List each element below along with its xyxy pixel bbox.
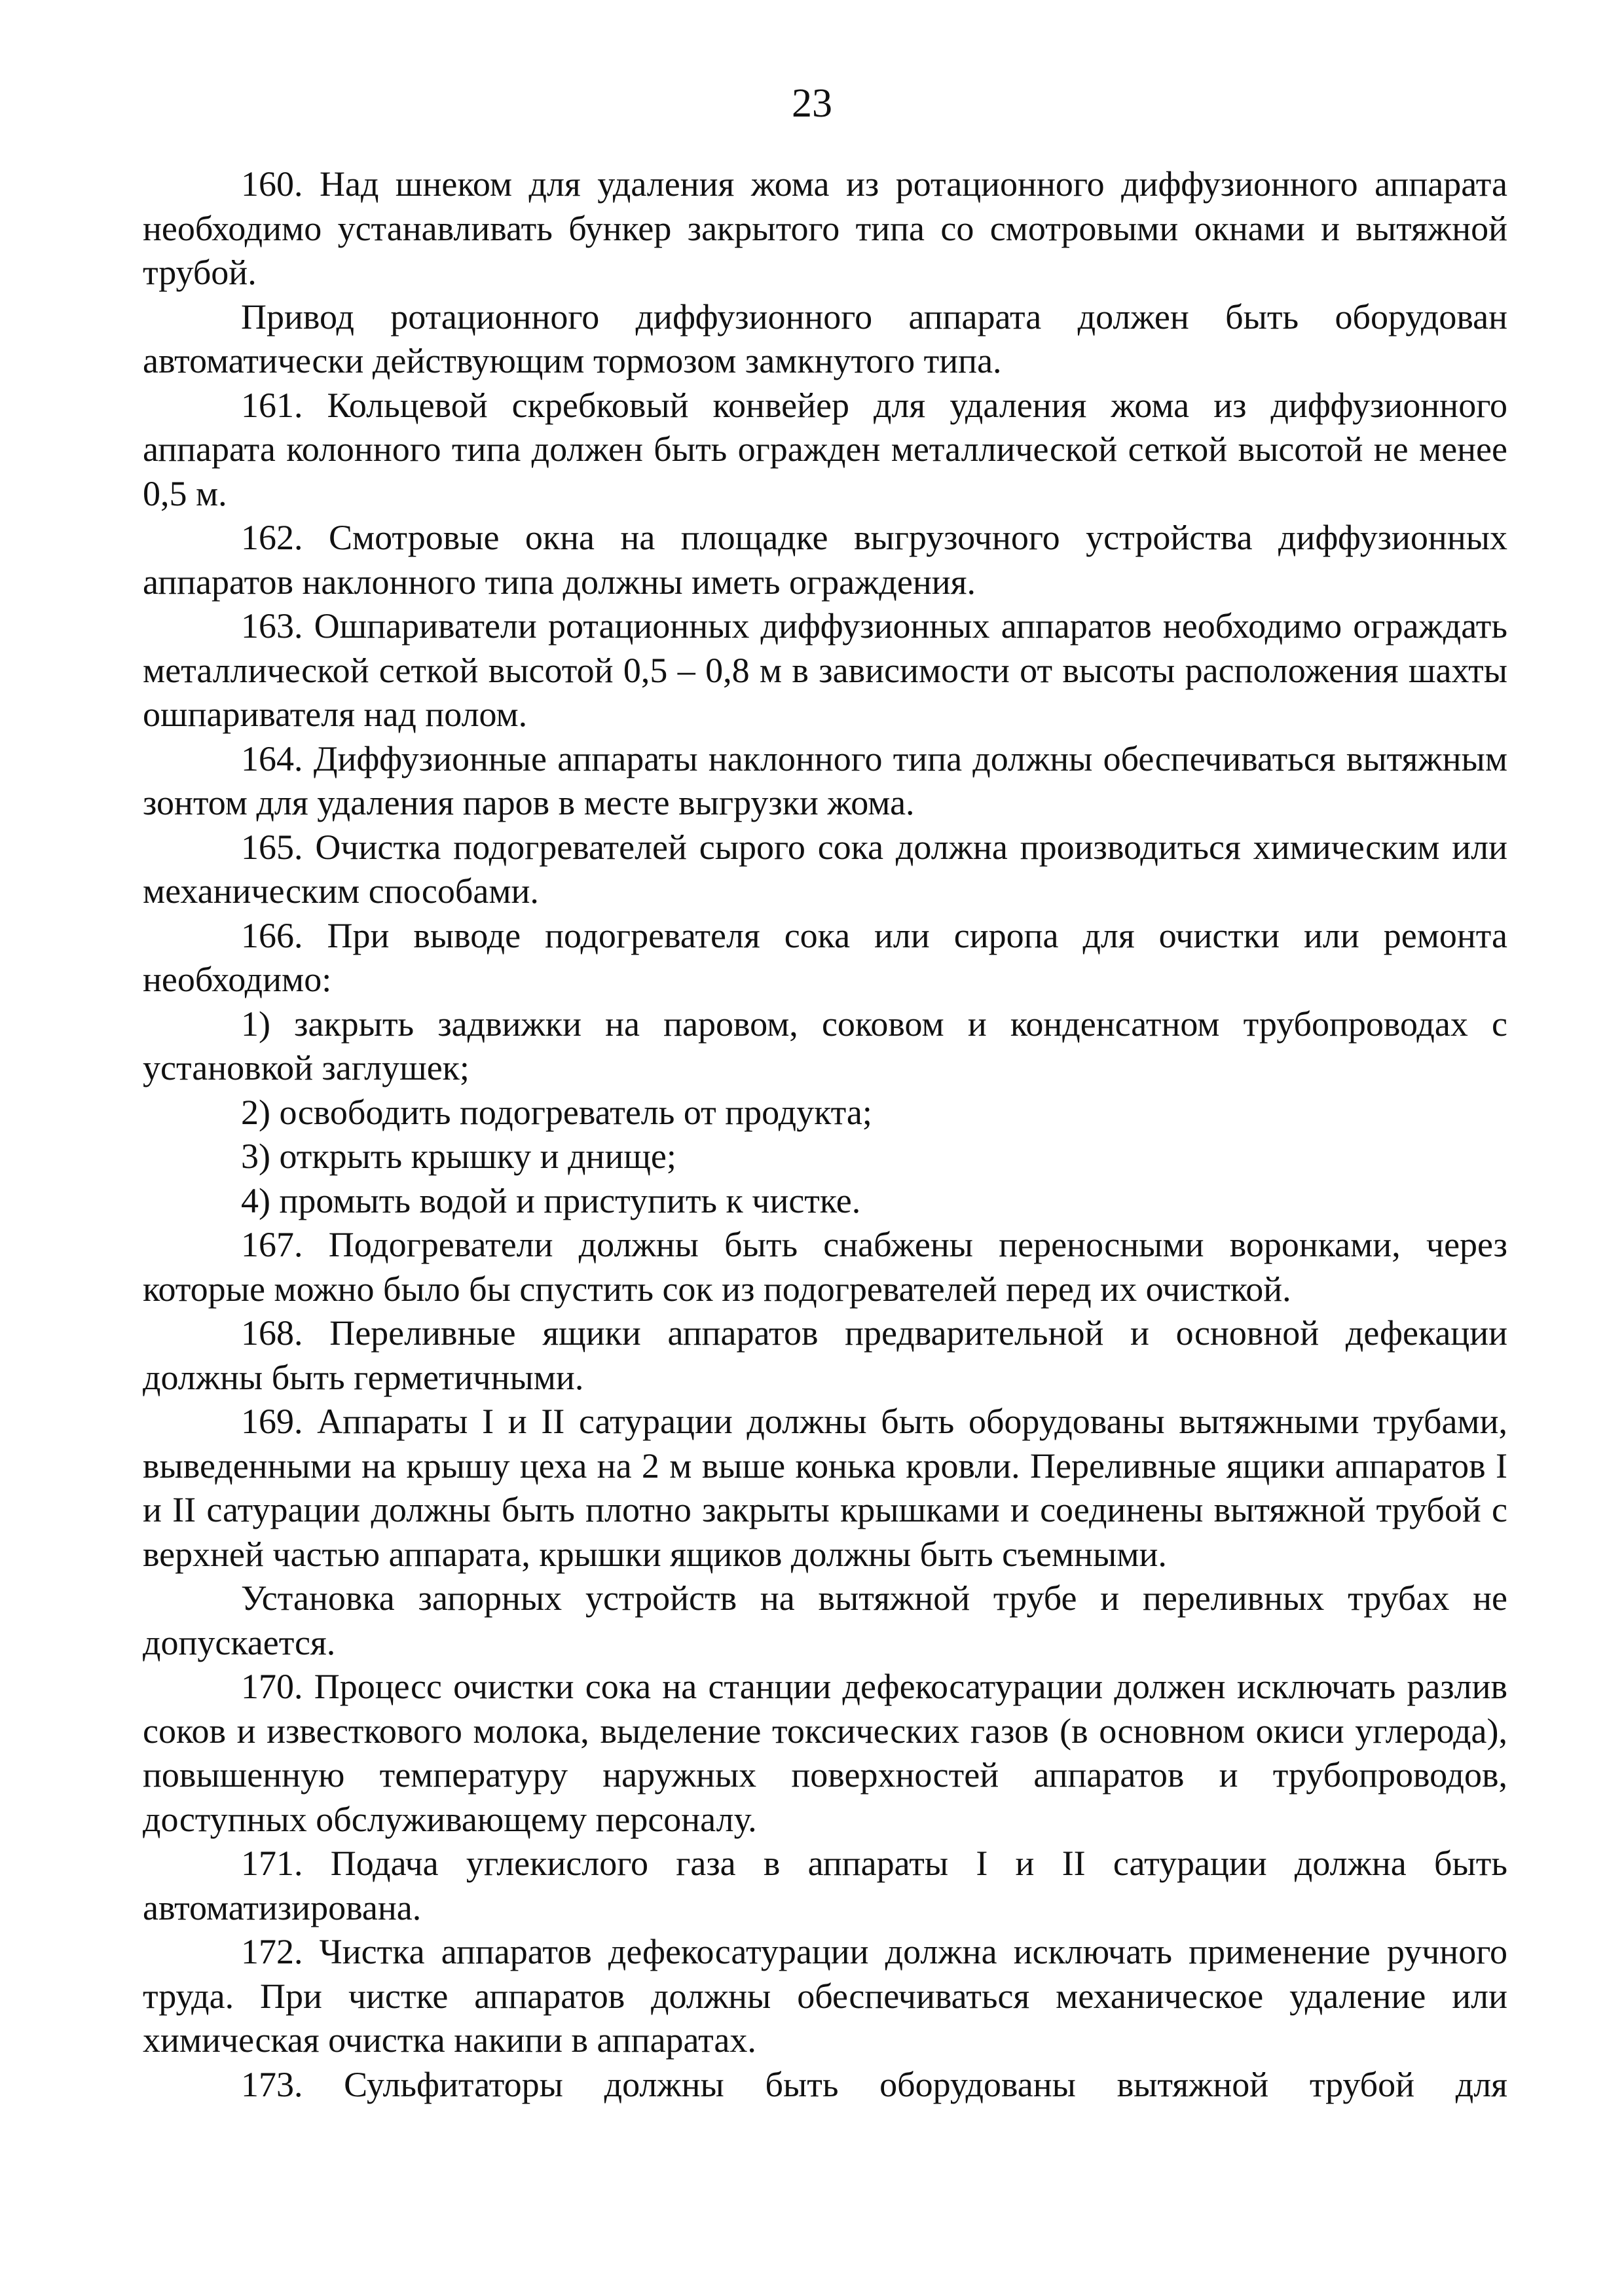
paragraph-160-drive: Привод ротационного диффузионного аппарата должен быть оборудован автоматически действующим тормозом замкнутого типа. <box>143 297 1507 380</box>
paragraph-166-item-1: 1) закрыть задвижки на паровом, соковом и конденсатном трубопроводах с установкой заглушек; <box>143 1004 1507 1087</box>
paragraph-166-item-2: 2) освободить подогреватель от продукта; <box>241 1092 872 1132</box>
paragraph-169-note: Установка запорных устройств на вытяжной трубе и переливных трубах не допускается. <box>143 1578 1507 1662</box>
paragraph-160: 160. Над шнеком для удаления жома из ротационного диффузионного аппарата необходимо устанавливать бункер закрытого типа со смотровыми окнами и вытяжной трубой. <box>143 164 1507 292</box>
paragraph-170: 170. Процесс очистки сока на станции дефекосатурации должен исключать разлив соков и известкового молока, выделение токсических газов (в основном окиси углерода), повышенную температуру наружных поверхностей аппаратов и трубопроводов, доступных обслуживающему персоналу. <box>143 1667 1507 1839</box>
paragraph-169: 169. Аппараты I и II сатурации должны быть оборудованы вытяжными трубами, выведенными на крышу цеха на 2 м выше конька кровли. Переливные ящики аппаратов I и II сатурации должны быть плотно закрыты крышками и соединены вытяжной трубой с верхней частью аппарата, крышки ящиков должны быть съемными. <box>143 1402 1507 1574</box>
paragraph-165: 165. Очистка подогревателей сырого сока должна производиться химическим или механическим способами. <box>143 827 1507 911</box>
paragraph-166-item-4: 4) промыть водой и приступить к чистке. <box>241 1180 861 1220</box>
paragraph-166: 166. При выводе подогревателя сока или сиропа для очистки или ремонта необходимо: <box>143 915 1507 999</box>
paragraph-167: 167. Подогреватели должны быть снабжены переносными воронками, через которые можно было бы спустить сок из подогревателей перед их очисткой. <box>143 1225 1507 1309</box>
paragraph-161: 161. Кольцевой скребковый конвейер для удаления жома из диффузионного аппарата колонного типа должен быть огражден металлической сеткой высотой не менее 0,5 м. <box>143 385 1507 513</box>
paragraph-168: 168. Переливные ящики аппаратов предварительной и основной дефекации должны быть герметичными. <box>143 1313 1507 1397</box>
paragraph-172: 172. Чистка аппаратов дефекосатурации должна исключать применение ручного труда. При чистке аппаратов должны обеспечиваться механическое удаление или химическая очистка накипи в аппаратах. <box>143 1932 1507 2060</box>
paragraph-164: 164. Диффузионные аппараты наклонного типа должны обеспечиваться вытяжным зонтом для удаления паров в месте выгрузки жома. <box>143 738 1507 822</box>
page-number: 23 <box>792 81 832 126</box>
paragraph-171: 171. Подача углекислого газа в аппараты I и II сатурации должна быть автоматизирована. <box>143 1844 1507 1927</box>
paragraph-173: 173. Сульфитаторы должны быть оборудованы вытяжной трубой для <box>241 2064 1507 2104</box>
paragraph-162: 162. Смотровые окна на площадке выгрузочного устройства диффузионных аппаратов наклонного типа должны иметь ограждения. <box>143 518 1507 602</box>
paragraph-166-item-3: 3) открыть крышку и днище; <box>241 1137 676 1176</box>
paragraph-163: 163. Ошпариватели ротационных диффузионных аппаратов необходимо ограждать металлической сеткой высотой 0,5 – 0,8 м в зависимости от высоты расположения шахты ошпаривателя над полом. <box>143 606 1507 734</box>
document-body <box>143 162 1507 2107</box>
